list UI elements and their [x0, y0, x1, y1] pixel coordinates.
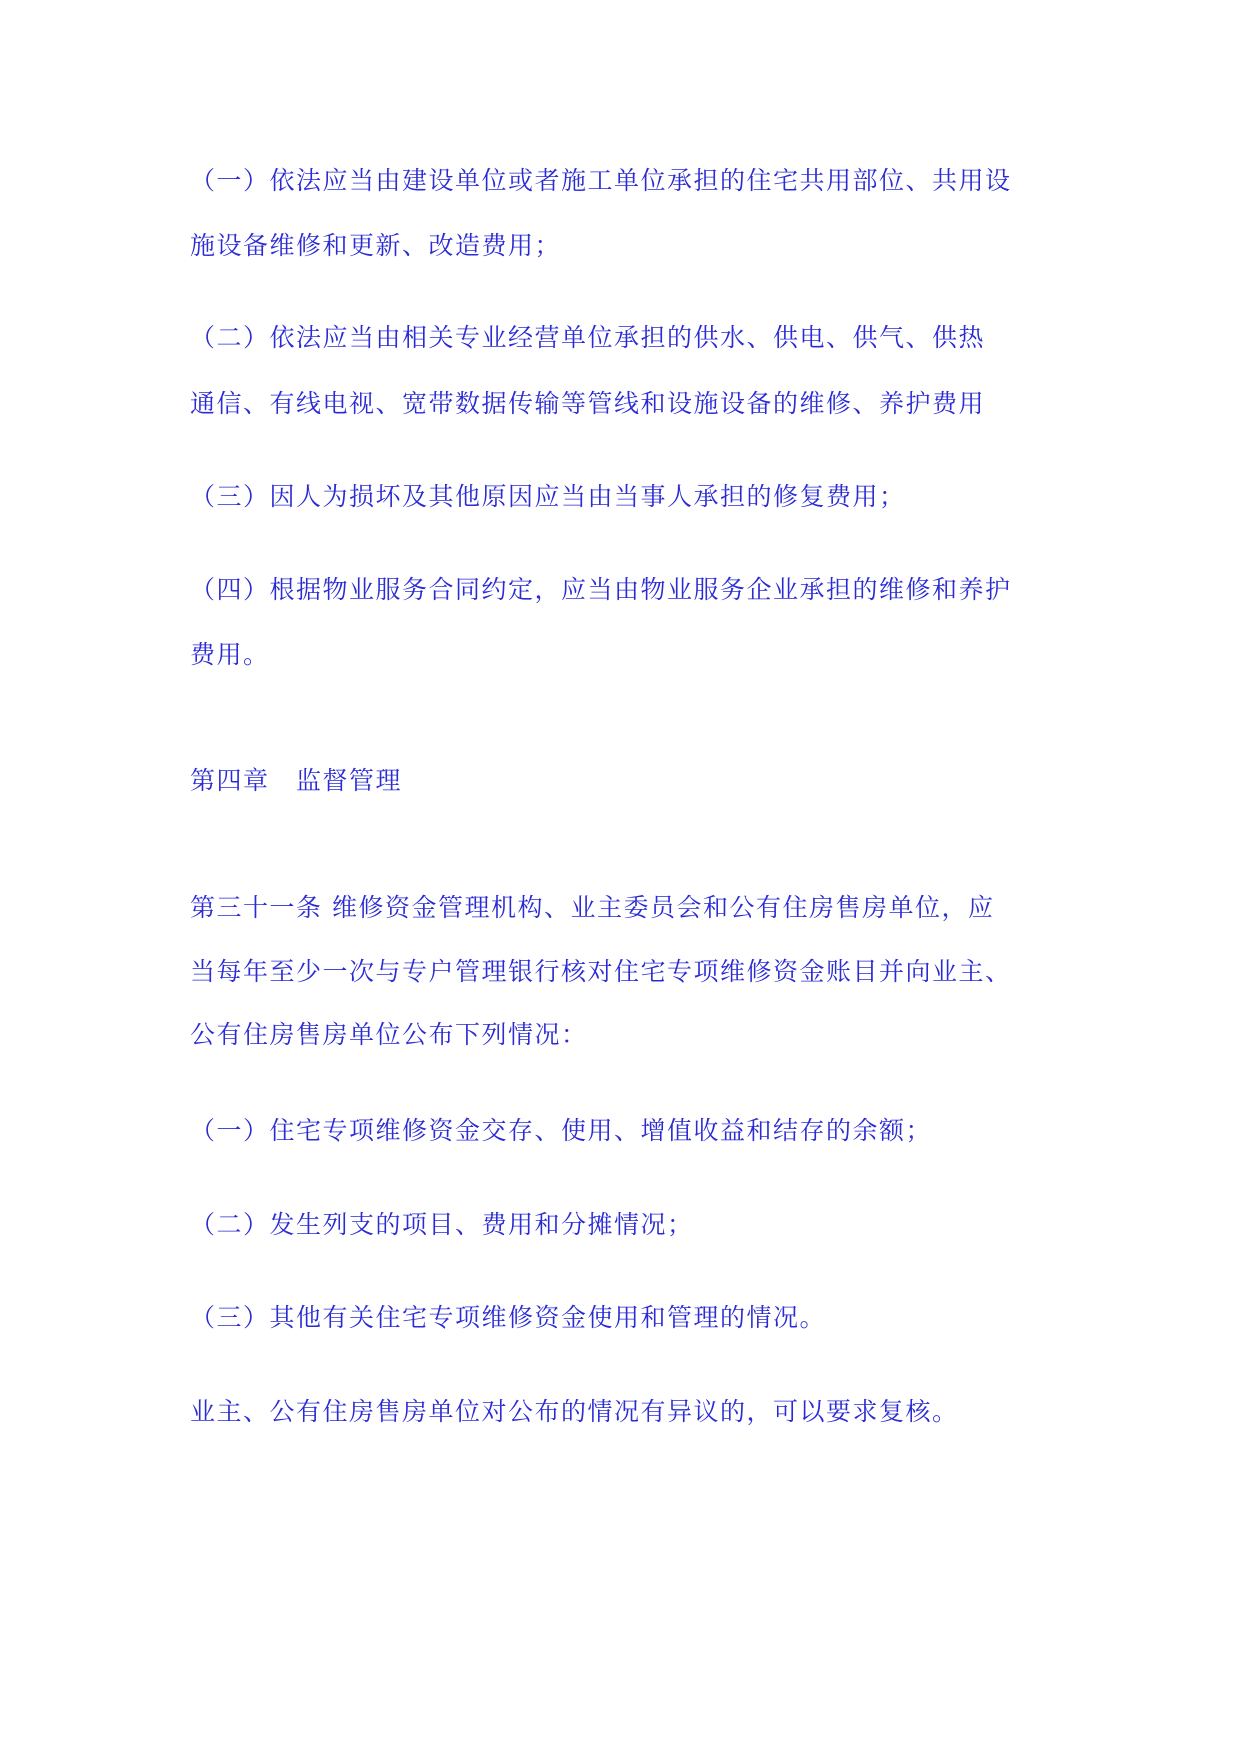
paragraph-4-line-2: 费用。 — [190, 640, 270, 669]
paragraph-2-line-2: 通信、有线电视、宽带数据传输等管线和设施设备的维修、养护费用 — [190, 389, 986, 418]
article-31-line-3: 公有住房售房单位公布下列情况： — [190, 1020, 588, 1049]
article-31-line-1: 第三十一条 维修资金管理机构、业主委员会和公有住房售房单位，应 — [190, 893, 995, 922]
paragraph-1-line-2: 施设备维修和更新、改造费用； — [190, 231, 562, 260]
chapter-heading: 第四章 监督管理 — [190, 766, 403, 795]
article-31-item-1: （一）住宅专项维修资金交存、使用、增值收益和结存的余额； — [190, 1116, 933, 1145]
paragraph-2-line-1: （二）依法应当由相关专业经营单位承担的供水、供电、供气、供热 — [190, 323, 986, 352]
paragraph-1-line-1: （一）依法应当由建设单位或者施工单位承担的住宅共用部位、共用设 — [190, 166, 1012, 195]
paragraph-4-line-1: （四）根据物业服务合同约定，应当由物业服务企业承担的维修和养护 — [190, 575, 1012, 604]
article-31-closing: 业主、公有住房售房单位对公布的情况有异议的，可以要求复核。 — [190, 1397, 959, 1426]
article-31-item-3: （三）其他有关住宅专项维修资金使用和管理的情况。 — [190, 1303, 827, 1332]
paragraph-3-line-1: （三）因人为损坏及其他原因应当由当事人承担的修复费用； — [190, 482, 906, 511]
article-31-line-2: 当每年至少一次与专户管理银行核对住宅专项维修资金账目并向业主、 — [190, 957, 1012, 986]
article-31-item-2: （二）发生列支的项目、费用和分摊情况； — [190, 1210, 694, 1239]
